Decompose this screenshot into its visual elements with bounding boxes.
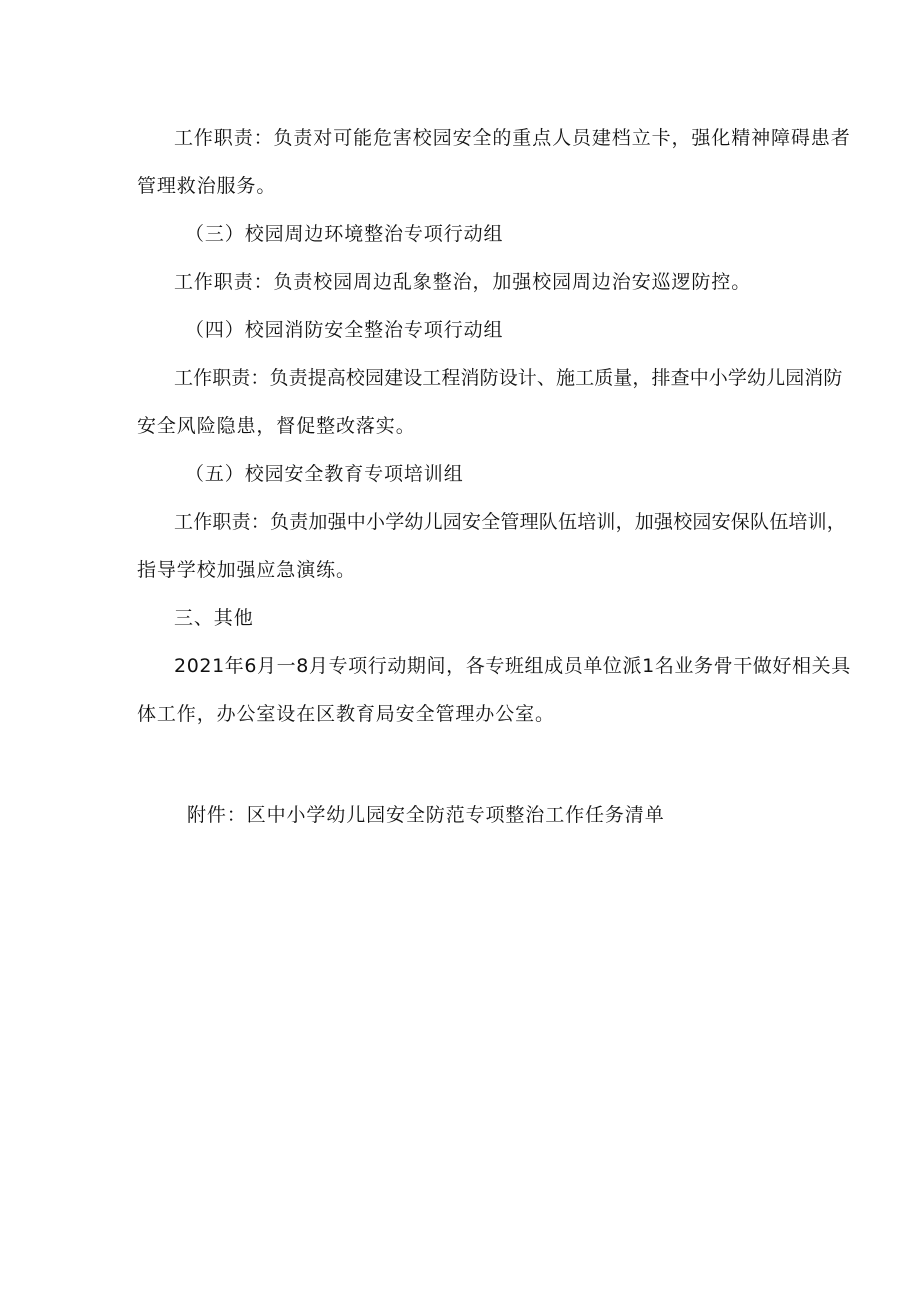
attachment-note: 附件：区中小学幼儿园安全防范专项整治工作任务清单: [187, 804, 665, 826]
paragraph-duty-fire-safety-line-1: 工作职责：负责提高校园建设工程消防设计、施工质量，排查中小学幼儿园消防: [174, 367, 843, 389]
paragraph-duty-training-line-2: 指导学校加强应急演练。: [137, 559, 356, 581]
heading-group-3: （三）校园周边环境整治专项行动组: [185, 223, 504, 245]
heading-section-3-other: 三、其他: [174, 607, 254, 629]
paragraph-duty-training-line-1: 工作职责：负责加强中小学幼儿园安全管理队伍培训，加强校园安保队伍培训，: [174, 511, 847, 533]
paragraph-duty-surroundings: 工作职责：负责校园周边乱象整治，加强校园周边治安巡逻防控。: [174, 271, 752, 293]
paragraph-duty-key-persons-line-1: 工作职责：负责对可能危害校园安全的重点人员建档立卡，强化精神障碍患者: [174, 127, 851, 149]
paragraph-duty-fire-safety-line-2: 安全风险隐患，督促整改落实。: [137, 415, 416, 437]
paragraph-other-line-2: 体工作，办公室设在区教育局安全管理办公室。: [137, 703, 555, 725]
heading-group-4: （四）校园消防安全整治专项行动组: [185, 319, 504, 341]
heading-group-5: （五）校园安全教育专项培训组: [185, 463, 464, 485]
paragraph-other-line-1: 2021年6月一8月专项行动期间，各专班组成员单位派1名业务骨干做好相关具: [174, 655, 851, 677]
paragraph-duty-key-persons-line-2: 管理救治服务。: [137, 175, 277, 197]
